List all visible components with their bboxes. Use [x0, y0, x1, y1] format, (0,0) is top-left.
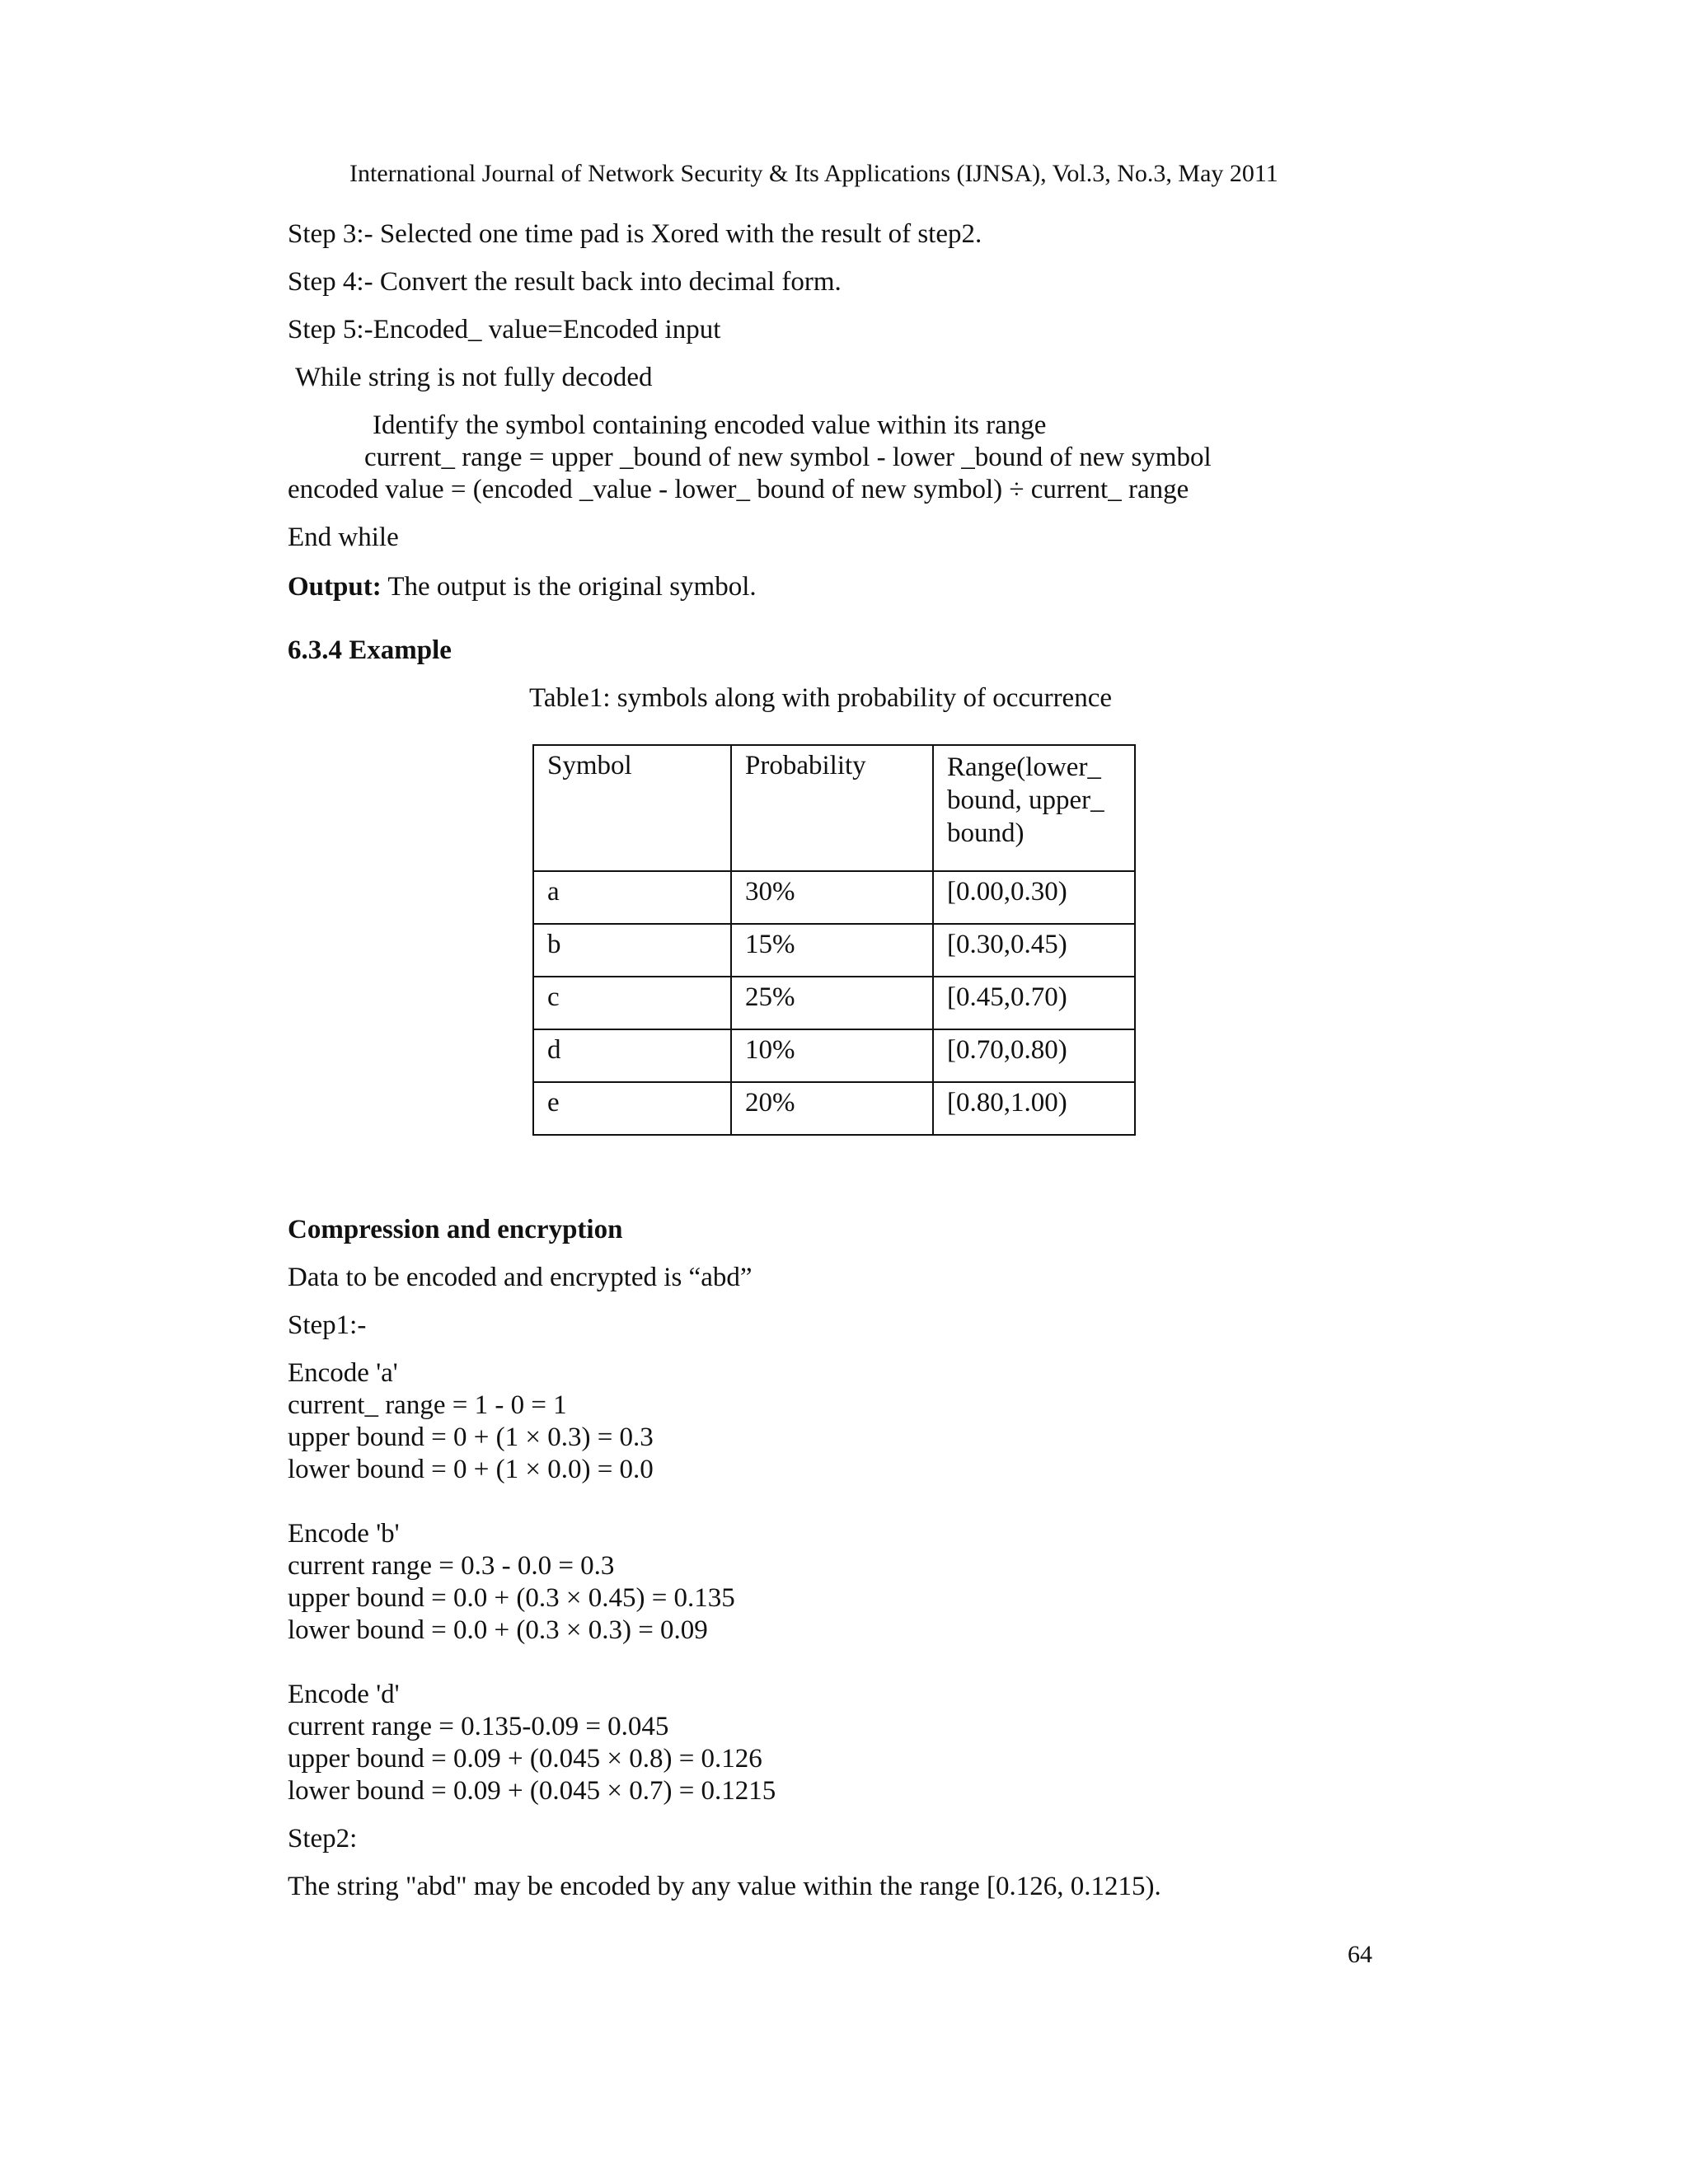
while-start: While string is not fully decoded — [295, 363, 653, 392]
cell-range: [0.70,0.80) — [933, 1029, 1135, 1082]
encode-b-title: Encode 'b' — [288, 1519, 400, 1549]
data-line: Data to be encoded and encrypted is “abd” — [288, 1263, 753, 1292]
cell-probability: 30% — [731, 871, 933, 924]
step2-label: Step2: — [288, 1824, 358, 1854]
table-caption: Table1: symbols along with probability of occurrence — [529, 683, 1113, 713]
encode-d-title: Encode 'd' — [288, 1680, 400, 1709]
table-row — [533, 1082, 1135, 1135]
encode-d-upper: upper bound = 0.09 + (0.045 × 0.8) = 0.126 — [288, 1744, 762, 1774]
cell-range: [0.00,0.30) — [933, 871, 1135, 924]
encode-a-upper: upper bound = 0 + (1 × 0.3) = 0.3 — [288, 1422, 654, 1452]
table-row — [533, 977, 1135, 1029]
cell-range: [0.45,0.70) — [933, 977, 1135, 1029]
table-row — [533, 1029, 1135, 1082]
compression-heading: Compression and encryption — [288, 1215, 623, 1244]
encode-a-lower: lower bound = 0 + (1 × 0.0) = 0.0 — [288, 1455, 654, 1484]
cell-symbol: d — [533, 1029, 731, 1082]
output-text: The output is the original symbol. — [381, 572, 757, 602]
cell-symbol: e — [533, 1082, 731, 1135]
encode-d-range: current range = 0.135-0.09 = 0.045 — [288, 1712, 669, 1741]
output-line — [288, 572, 757, 602]
cell-symbol: b — [533, 924, 731, 977]
step-5: Step 5:-Encoded_ value=Encoded input — [288, 315, 721, 344]
step-4: Step 4:- Convert the result back into decimal form. — [288, 267, 842, 297]
encode-b-range: current range = 0.3 - 0.0 = 0.3 — [288, 1551, 615, 1581]
encode-b-upper: upper bound = 0.0 + (0.3 × 0.45) = 0.135 — [288, 1583, 735, 1613]
table-header-row — [533, 745, 1135, 871]
header-symbol: Symbol — [533, 745, 731, 871]
while-end: End while — [288, 523, 399, 552]
cell-range: [0.80,1.00) — [933, 1082, 1135, 1135]
cell-symbol: c — [533, 977, 731, 1029]
encode-a-title: Encode 'a' — [288, 1358, 398, 1388]
header-range: Range(lower_ bound, upper_ bound) — [933, 745, 1135, 871]
encode-b-lower: lower bound = 0.0 + (0.3 × 0.3) = 0.09 — [288, 1615, 708, 1645]
cell-probability: 10% — [731, 1029, 933, 1082]
cell-probability: 20% — [731, 1082, 933, 1135]
section-heading: 6.3.4 Example — [288, 635, 452, 665]
while-current-range: current_ range = upper _bound of new symbol - lower _bound of new symbol — [364, 443, 1212, 472]
while-identify: Identify the symbol containing encoded value within its range — [373, 410, 1047, 440]
encode-d-lower: lower bound = 0.09 + (0.045 × 0.7) = 0.1215 — [288, 1776, 776, 1806]
step-3: Step 3:- Selected one time pad is Xored with the result of step2. — [288, 219, 982, 249]
cell-probability: 15% — [731, 924, 933, 977]
page-number: 64 — [1348, 1941, 1372, 1968]
header-probability: Probability — [731, 745, 933, 871]
final-statement: The string "abd" may be encoded by any value within the range [0.126, 0.1215). — [288, 1872, 1161, 1901]
table-row — [533, 871, 1135, 924]
cell-symbol: a — [533, 871, 731, 924]
encode-a-range: current_ range = 1 - 0 = 1 — [288, 1390, 567, 1420]
cell-probability: 25% — [731, 977, 933, 1029]
cell-range: [0.30,0.45) — [933, 924, 1135, 977]
table-row — [533, 924, 1135, 977]
while-encoded-value: encoded value = (encoded _value - lower_ bound of new symbol) ÷ current_ range — [288, 475, 1189, 504]
output-label: Output: — [288, 572, 382, 602]
step1-label: Step1:- — [288, 1310, 367, 1340]
probability-table — [532, 744, 1136, 1136]
running-header: International Journal of Network Security & Its Applications (IJNSA), Vol.3, No.3, May 2011 — [349, 160, 1278, 187]
